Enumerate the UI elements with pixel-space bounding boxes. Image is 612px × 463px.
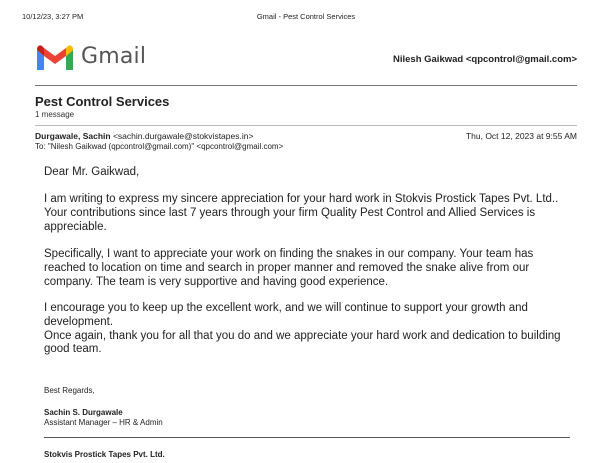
signature-title: Assistant Manager – HR & Admin [44, 418, 163, 427]
sender-line [35, 131, 253, 141]
header-bar [35, 44, 577, 74]
body-paragraph-3 [44, 302, 564, 357]
print-datetime: 10/12/23, 3:27 PM [22, 12, 84, 21]
sender-email: <sachin.durgawale@stokvistapes.in> [112, 131, 254, 141]
gmail-logo-icon [35, 44, 75, 72]
account-label: Nilesh Gaikwad <qpcontrol@gmail.com> [392, 54, 577, 65]
signature-name: Sachin S. Durgawale [44, 408, 123, 417]
thread-subject: Pest Control Services [35, 94, 170, 109]
print-header [22, 12, 590, 26]
recipient-line: To: "Nilesh Gaikwad (qpcontrol@gmail.com)" <qpcontrol@gmail.com> [35, 142, 284, 151]
body-paragraph-2: Specifically, I want to appreciate your work on finding the snakes in our company. Your team has reached to location on time and search in proper manner and removed the snake alive from our company. The team is very supportive and having good experience. [44, 248, 534, 288]
subject-divider [35, 125, 577, 126]
print-title: Gmail - Pest Control Services [256, 12, 356, 21]
gmail-wordmark: Gmail [81, 44, 147, 69]
body-paragraph-1: I am writing to express my sincere appreciation for your hard work in Stokvis Prostick Tapes Pvt. Ltd.. Your contributions since last 7 years through your firm Quality Pest Control and Allied Services is appreciable. [44, 193, 559, 233]
greeting: Dear Mr. Gaikwad, [44, 166, 140, 178]
sender-name: Durgawale, Sachin [35, 131, 111, 141]
body-paragraph-3b: Once again, thank you for all that you do and we appreciate your hard work and dedication to building good team. [44, 329, 561, 356]
signature-company: Stokvis Prostick Tapes Pvt. Ltd. [44, 450, 165, 459]
signature-divider [44, 437, 570, 438]
header-divider [35, 85, 577, 86]
closing: Best Regards, [44, 386, 95, 395]
message-count: 1 message [35, 110, 75, 119]
message-date: Thu, Oct 12, 2023 at 9:55 AM [465, 131, 577, 141]
body-paragraph-3a: I encourage you to keep up the excellent work, and we will continue to support your growth and development. [44, 302, 528, 328]
